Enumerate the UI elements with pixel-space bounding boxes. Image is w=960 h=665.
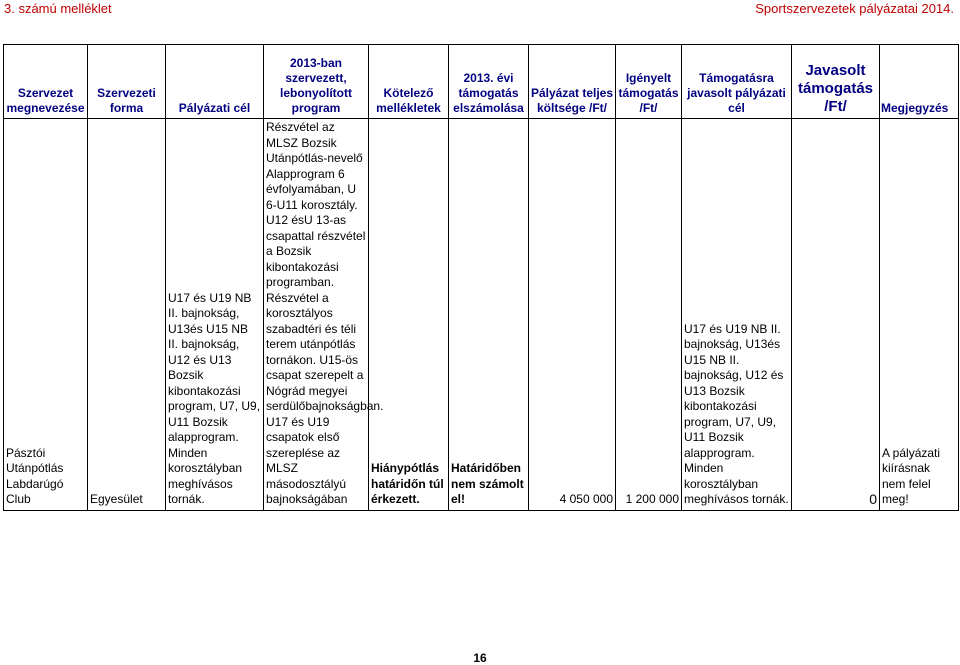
- col-proposed-goal: Támogatásra javasolt pályázati cél: [682, 45, 792, 119]
- col-attachments: Kötelező mellékletek: [369, 45, 449, 119]
- annex-label: 3. számú melléklet: [4, 1, 112, 16]
- cell-proposed-support: 0: [792, 119, 880, 511]
- col-total-cost: Pályázat teljes költsége /Ft/: [529, 45, 616, 119]
- cell-goal: U17 és U19 NB II. bajnokság, U13és U15 NB II. bajnokság, U12 és U13 Bozsik kibontakozási program, U7, U9, U11 Bozsik alapprogram. Minden korosztályban meghívásos tornák.: [166, 119, 264, 511]
- col-proposed-support: Javasolt támogatás /Ft/: [792, 45, 880, 119]
- document-title: Sportszervezetek pályázatai 2014.: [755, 1, 954, 16]
- cell-org-name: Pásztói Utánpótlás Labdarúgó Club: [4, 119, 88, 511]
- cell-org-form: Egyesület: [88, 119, 166, 511]
- cell-remark: A pályázati kiírásnak nem felel meg!: [880, 119, 959, 511]
- page-number: 16: [473, 651, 487, 665]
- col-org-name: Szervezet megnevezése: [4, 45, 88, 119]
- applications-table: [3, 44, 959, 511]
- cell-attachments: Hiánypótlás határidőn túl érkezett.: [369, 119, 449, 511]
- cell-proposed-goal: U17 és U19 NB II. bajnokság, U13és U15 NB II. bajnokság, U12 és U13 Bozsik kibontakozási program, U7, U9, U11 Bozsik alapprogram. Minden korosztályban meghívásos tornák.: [682, 119, 792, 511]
- cell-requested: 1 200 000: [616, 119, 682, 511]
- table-header-row: [4, 45, 959, 119]
- col-remark: Megjegyzés: [880, 45, 959, 119]
- col-settlement-2013: 2013. évi támogatás elszámolása: [449, 45, 529, 119]
- cell-total-cost: 4 050 000: [529, 119, 616, 511]
- table-row: [4, 119, 959, 511]
- col-org-form: Szervezeti forma: [88, 45, 166, 119]
- col-requested: Igényelt támogatás /Ft/: [616, 45, 682, 119]
- cell-settlement-2013: Határidőben nem számolt el!: [449, 119, 529, 511]
- col-goal: Pályázati cél: [166, 45, 264, 119]
- cell-program-2013: Részvétel az MLSZ Bozsik Utánpótlás-nevelő Alapprogram 6 évfolyamában, U 6-U11 korosztály. U12 ésU 13-as csapattal részvétel a Bozsik kibontakozási programban. Részvétel a korosztályos szabadtéri és téli terem utánpótlás tornákon. U15-ös csapat szerepelt a Nógrád megyei serdülőbajnokságban. U17 és U19 csapatok első szereplése az MLSZ másodosztályú bajnokságában: [264, 119, 369, 511]
- col-program-2013: 2013-ban szervezett, lebonyolított program: [264, 45, 369, 119]
